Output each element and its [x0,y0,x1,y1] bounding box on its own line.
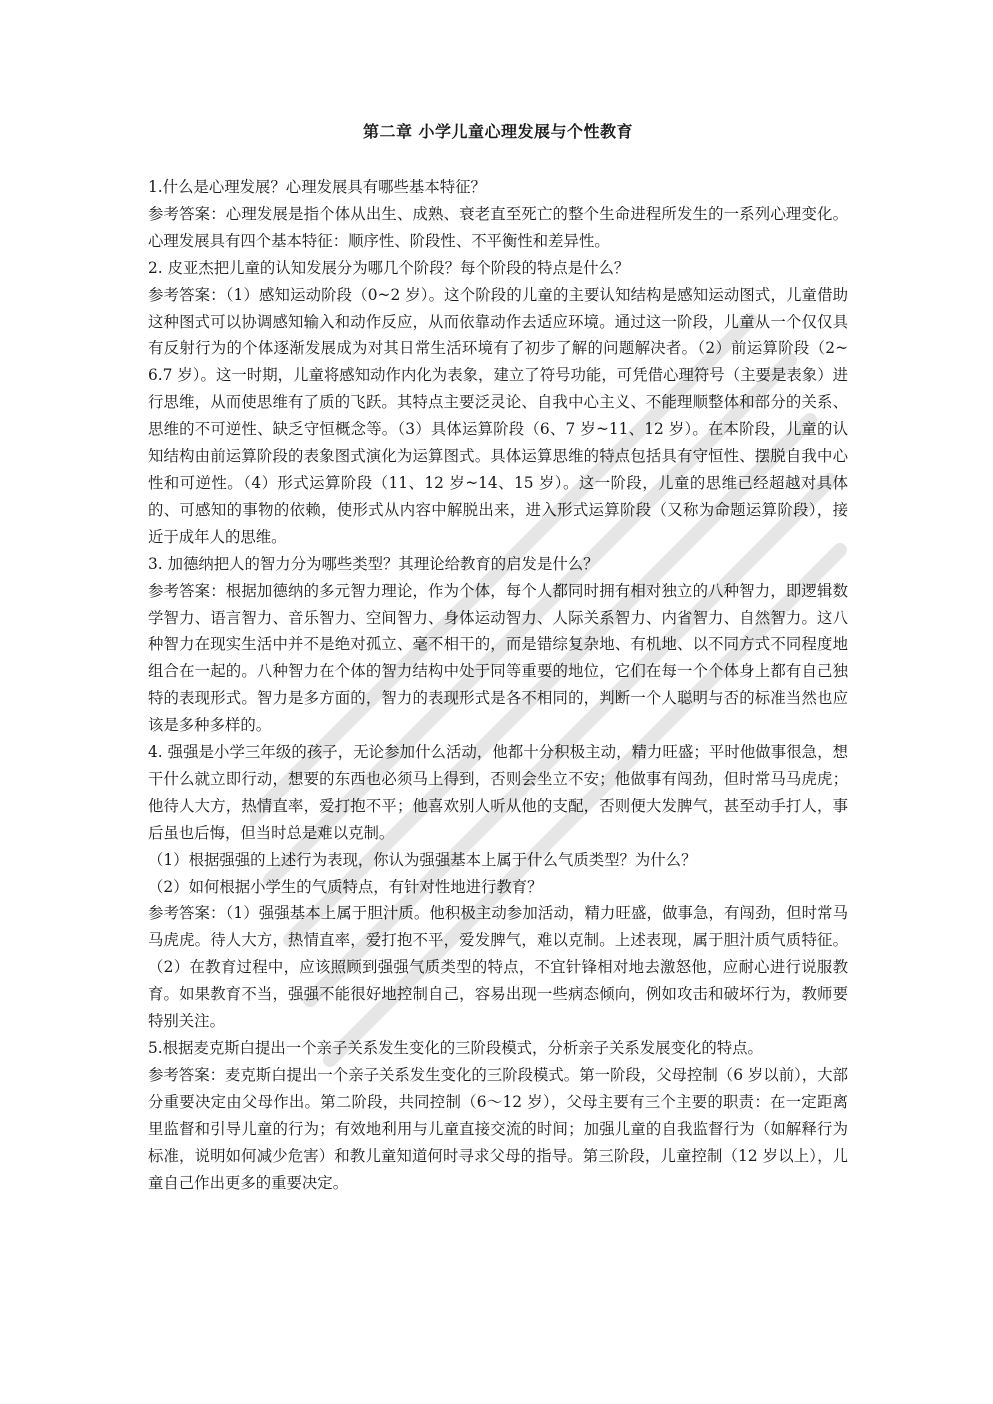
answer-3: 参考答案：根据加德纳的多元智力理论，作为个体，每个人都同时拥有相对独立的八种智力，即逻辑数学智力、语言智力、音乐智力、空间智力、身体运动智力、人际关系智力、内省智力、自然智力。这八种智力在现实生活中并不是绝对孤立、毫不相干的，而是错综复杂地、有机地、以不同方式不同程度地组合在一起的。八种智力在个体的智力结构中处于同等重要的地位，它们在每一个个体身上都有自己独特的表现形式。智力是多方面的，智力的表现形式是各不相同的，判断一个人聪明与否的标准当然也应该是多种多样的。 [148,581,848,735]
document-content [148,118,848,1196]
chapter-title: 第二章 小学儿童心理发展与个性教育 [362,122,634,141]
question-2: 2. 皮亚杰把儿童的认知发展分为哪几个阶段？每个阶段的特点是什么？ [148,258,630,277]
question-5: 5.根据麦克斯白提出一个亲子关系发生变化的三阶段模式，分析亲子关系发展变化的特点。 [148,1039,763,1057]
answer-2: 参考答案：（1）感知运动阶段（0~2 岁）。这个阶段的儿童的主要认知结构是感知运动图式，儿童借助这种图式可以协调感知输入和动作反应，从而依靠动作去适应环境。通过这一阶段，儿童从一个仅仅具有反射行为的个体逐渐发展成为对其日常生活环境有了初步了解的问题解决者。（2）前运算阶段（2~6.7 岁）。这一时期，儿童将感知动作内化为表象，建立了符号功能，可凭借心理符号（主要是表象）进行思维，从而使思维有了质的飞跃。其特点主要泛灵论、自我中心主义、不能理顺整体和部分的关系、思维的不可逆性、缺乏守恒概念等。（3）具体运算阶段（6、7 岁~11、12 岁）。在本阶段，儿童的认知结构由前运算阶段的表象图式演化为运算图式。具体运算思维的特点包括具有守恒性、摆脱自我中心性和可逆性。（4）形式运算阶段（11、12 岁~14、15 岁）。这一阶段，儿童的思维已经超越对具体的、可感知的事物的依赖，使形式从内容中解脱出来，进入形式运算阶段（又称为命题运算阶段），接近于成年人的思维。 [148,285,848,546]
question-3: 3. 加德纳把人的智力分为哪些类型？其理论给教育的启发是什么？ [148,554,599,573]
question-4-sub-1: （1）根据强强的上述行为表现，你认为强强基本上属于什么气质类型？为什么？ [148,850,697,869]
question-4-sub-2: （2）如何根据小学生的气质特点，有针对性地进行教育？ [148,877,543,896]
answer-1: 参考答案：心理发展是指个体从出生、成熟、衰老直至死亡的整个生命进程所发生的一系列心理变化。心理发展具有四个基本特征：顺序性、阶段性、不平衡性和差异性。 [148,204,848,250]
answer-4: 参考答案：（1）强强基本上属于胆汁质。他积极主动参加活动，精力旺盛，做事急，有闯劲，但时常马马虎虎。待人大方，热情直率，爱打抱不平，爱发脾气，难以克制。上述表现，属于胆汁质气质特征。（2）在教育过程中，应该照顾到强强气质类型的特点，不宜针锋相对地去激怒他，应耐心进行说服教育。如果教育不当，强强不能很好地控制自己，容易出现一些病态倾向，例如攻击和破坏行为，教师要特别关注。 [148,904,848,1031]
question-4: 4. 强强是小学三年级的孩子，无论参加什么活动，他都十分积极主动，精力旺盛；平时他做事很急，想干什么就立即行动，想要的东西也必须马上得到，否则会坐立不安；他做事有闯劲，但时常马马虎虎；他待人大方，热情直率，爱打抱不平；他喜欢别人听从他的支配，否则便大发脾气，甚至动手打人，事后虽也后悔，但当时总是难以克制。 [148,743,848,842]
question-1: 1.什么是心理发展？心理发展具有哪些基本特征？ [148,178,486,196]
answer-5: 参考答案：麦克斯白提出一个亲子关系发生变化的三阶段模式。第一阶段，父母控制（6 岁以前），大部分重要决定由父母作出。第二阶段，共同控制（6～12 岁），父母主要有三个主要的职责：在一定距离里监督和引导儿童的行为；有效地利用与儿童直接交流的时间；加强儿童的自我监督行为（如解释行为标准，说明如何减少危害）和教儿童知道何时寻求父母的指导。第三阶段，儿童控制（12 岁以上），儿童自己作出更多的重要决定。 [148,1065,848,1192]
